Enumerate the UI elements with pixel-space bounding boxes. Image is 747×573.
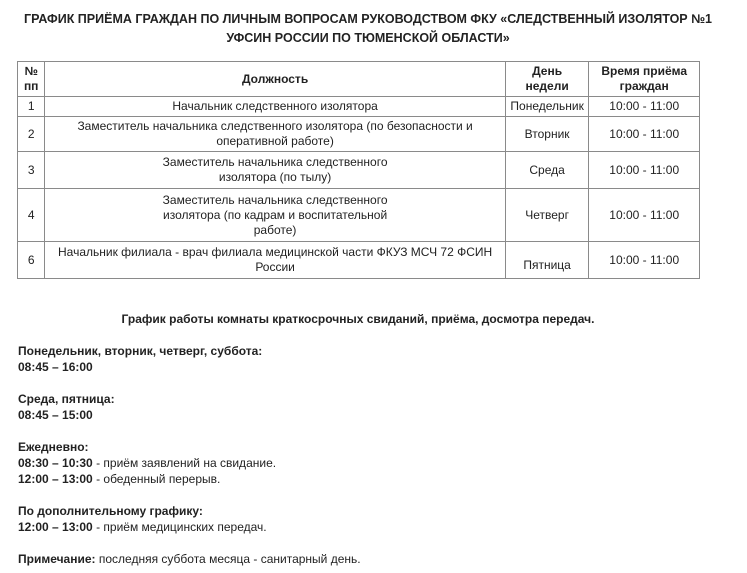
row-time: 10:00 - 11:00 — [589, 189, 700, 242]
schedule-block-additional — [18, 503, 267, 535]
schedule-block-daily — [18, 439, 276, 487]
schedule-block-wed-fri — [18, 391, 115, 423]
row-time: 10:00 - 11:00 — [589, 152, 700, 189]
schedule-days-heading: Ежедневно: — [18, 440, 89, 454]
schedule-hours: 08:45 – 15:00 — [18, 408, 93, 422]
row-number: 4 — [18, 189, 45, 242]
schedule-line — [18, 455, 276, 471]
schedule-block-mon-tue-thu-sat — [18, 343, 262, 375]
schedule-line — [18, 519, 267, 535]
table-row — [18, 152, 700, 189]
row-position: Заместитель начальника следственного изолятора (по безопасности и оперативной работе) — [45, 117, 505, 152]
schedule-hours: 12:00 – 13:00 — [18, 520, 93, 534]
schedule-days-heading: По дополнительному графику: — [18, 504, 203, 518]
page-title — [18, 10, 718, 48]
header-number: № пп — [18, 62, 45, 97]
schedule-description: - обеденный перерыв. — [92, 472, 221, 486]
row-position: Начальник следственного изолятора — [45, 97, 505, 117]
row-number: 3 — [18, 152, 45, 189]
row-day: Среда — [505, 152, 589, 189]
table-row — [18, 242, 700, 279]
row-number: 2 — [18, 117, 45, 152]
row-position: Заместитель начальника следственного изолятора (по кадрам и воспитательной работе) — [45, 189, 505, 242]
note-label: Примечание: — [18, 552, 96, 566]
schedule-description: - приём медицинских передач. — [92, 520, 267, 534]
table-row — [18, 97, 700, 117]
schedule-days-heading: Среда, пятница: — [18, 392, 115, 406]
row-position: Заместитель начальника следственного изолятора (по тылу) — [45, 152, 505, 189]
reception-schedule-table — [17, 61, 700, 279]
schedule-note — [18, 551, 361, 567]
table-row — [18, 117, 700, 152]
schedule-description: - приём заявлений на свидание. — [92, 456, 277, 470]
header-position: Должность — [45, 62, 505, 97]
row-time: 10:00 - 11:00 — [589, 97, 700, 117]
row-time: 10:00 - 11:00 — [589, 242, 700, 279]
row-day: Четверг — [505, 189, 589, 242]
row-position: Начальник филиала - врач филиала медицинской части ФКУЗ МСЧ 72 ФСИН России — [45, 242, 505, 279]
schedule-hours: 08:45 – 16:00 — [18, 360, 93, 374]
table-header-row — [18, 62, 700, 97]
schedule-days-heading: Понедельник, вторник, четверг, суббота: — [18, 344, 263, 358]
note-text: последняя суббота месяца - санитарный день. — [95, 552, 361, 566]
row-time: 10:00 - 11:00 — [589, 117, 700, 152]
row-day: Понедельник — [505, 97, 589, 117]
title-line-1: ГРАФИК ПРИЁМА ГРАЖДАН ПО ЛИЧНЫМ ВОПРОСАМ РУКОВОДСТВОМ ФКУ «СЛЕДСТВЕННЫЙ ИЗОЛЯТОР №1 — [24, 12, 712, 26]
row-number: 1 — [18, 97, 45, 117]
schedule-line — [18, 471, 276, 487]
header-day: День недели — [505, 62, 589, 97]
row-day: Вторник — [505, 117, 589, 152]
row-number: 6 — [18, 242, 45, 279]
table-row — [18, 189, 700, 242]
schedule-hours: 08:30 – 10:30 — [18, 456, 93, 470]
visits-schedule-title: График работы комнаты краткосрочных свиданий, приёма, досмотра передач. — [121, 312, 595, 326]
title-line-2: УФСИН РОССИИ ПО ТЮМЕНСКОЙ ОБЛАСТИ» — [226, 31, 510, 45]
row-day: Пятница — [505, 242, 589, 279]
schedule-hours: 12:00 – 13:00 — [18, 472, 93, 486]
header-time: Время приёма граждан — [589, 62, 700, 97]
